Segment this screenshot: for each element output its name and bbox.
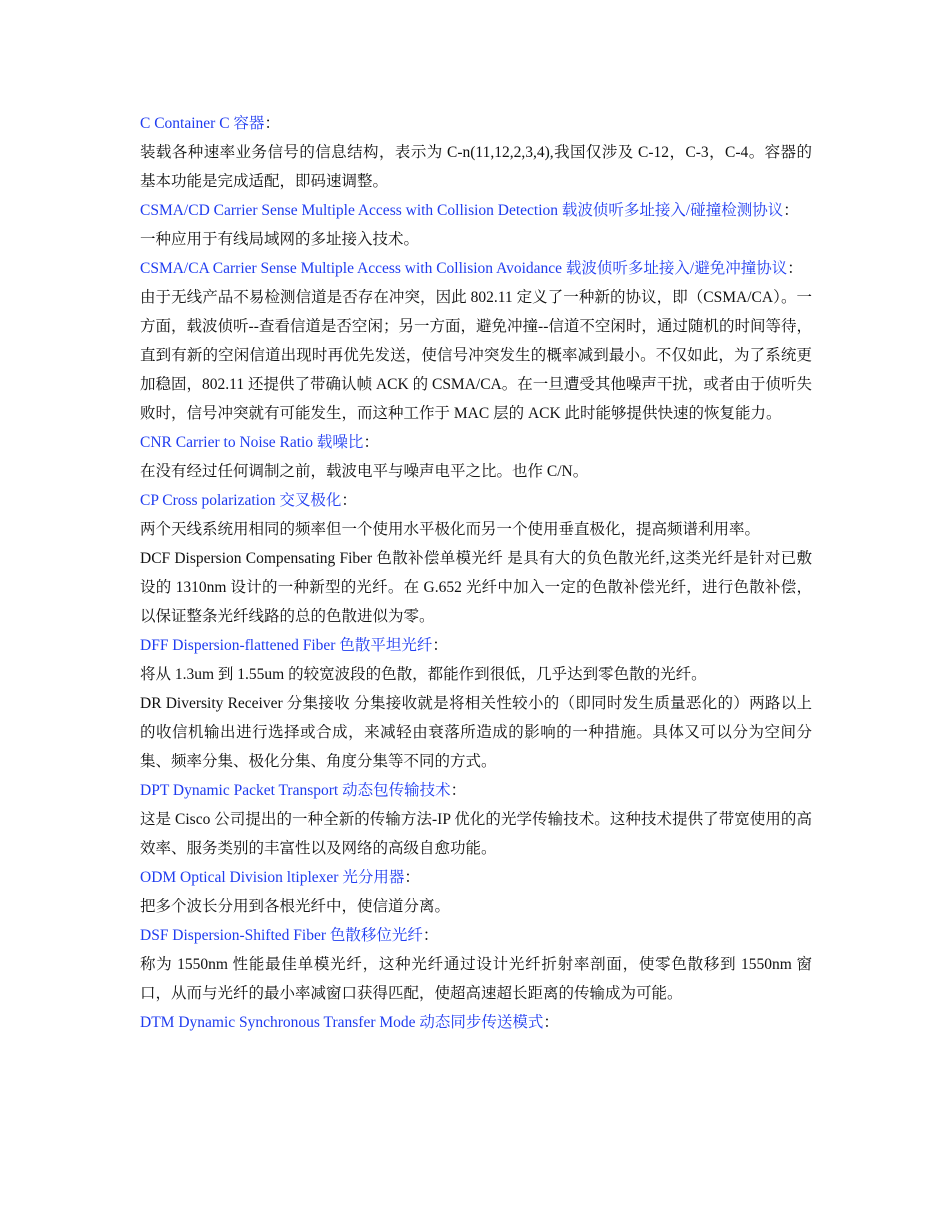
glossary-definition: 两个天线系统用相同的频率但一个使用水平极化而另一个使用垂直极化，提高频谱利用率。 (140, 521, 761, 538)
glossary-term: C Container C 容器： (140, 115, 280, 132)
glossary-term: DTM Dynamic Synchronous Transfer Mode 动态同步传送模式： (140, 1014, 559, 1031)
glossary-definition: DCF Dispersion Compensating Fiber 色散补偿单模光纤 是具有大的负色散光纤,这类光纤是针对已敷设的 1310nm 设计的一种新型的光纤。在 G.652 光纤中加入一定的色散补偿光纤，进行色散补偿，以保证整条光纤线路的总的色散进似为零。 (140, 550, 812, 625)
glossary-term: CSMA/CA Carrier Sense Multiple Access with Collision Avoidance 载波侦听多址接入/避免冲撞协议： (140, 260, 803, 277)
glossary-term: DFF Dispersion-flattened Fiber 色散平坦光纤： (140, 637, 448, 654)
glossary-term: CP Cross polarization 交叉极化： (140, 492, 357, 509)
glossary-definition: 装载各种速率业务信号的信息结构，表示为 C-n(11,12,2,3,4),我国仅涉及 C-12，C-3，C-4。容器的基本功能是完成适配，即码速调整。 (140, 144, 812, 190)
glossary-term: DPT Dynamic Packet Transport 动态包传输技术： (140, 782, 467, 799)
glossary-definition: 一种应用于有线局域网的多址接入技术。 (140, 231, 420, 248)
glossary-definition: 由于无线产品不易检测信道是否存在冲突，因此 802.11 定义了一种新的协议，即（CSMA/CA）。一方面，载波侦听--查看信道是否空闲；另一方面，避免冲撞--信道不空闲时，通过随机的时间等待，直到有新的空闲信道出现时再优先发送，使信号冲突发生的概率减到最小。不仅如此，为了系统更加稳固，802.11 还提供了带确认帧 ACK 的 CSMA/CA。在一旦遭受其他噪声干扰，或者由于侦听失败时，信号冲突就有可能发生，而这种工作于 MAC 层的 ACK 此时能够提供快速的恢复能力。 (140, 289, 812, 422)
glossary-definition: 称为 1550nm 性能最佳单模光纤，这种光纤通过设计光纤折射率剖面，使零色散移到 1550nm 窗口，从而与光纤的最小率减窗口获得匹配，使超高速超长距离的传输成为可能。 (140, 956, 812, 1002)
document-page (140, 109, 812, 1037)
glossary-definition: 把多个波长分用到各根光纤中，使信道分离。 (140, 898, 451, 915)
glossary-definition: 这是 Cisco 公司提出的一种全新的传输方法-IP 优化的光学传输技术。这种技术提供了带宽使用的高效率、服务类别的丰富性以及网络的高级自愈功能。 (140, 811, 812, 857)
glossary-definition: 在没有经过任何调制之前，载波电平与噪声电平之比。也作 C/N。 (140, 463, 589, 480)
glossary-definition: 将从 1.3um 到 1.55um 的较宽波段的色散，都能作到很低，几乎达到零色散的光纤。 (140, 666, 707, 683)
glossary-definition: DR Diversity Receiver 分集接收 分集接收就是将相关性较小的（即同时发生质量恶化的）两路以上的收信机输出进行选择或合成，来减轻由衰落所造成的影响的一种措施。具体又可以分为空间分集、频率分集、极化分集、角度分集等不同的方式。 (140, 695, 812, 770)
glossary-term: ODM Optical Division ltiplexer 光分用器： (140, 869, 420, 886)
glossary-term: CNR Carrier to Noise Ratio 载噪比： (140, 434, 379, 451)
glossary-term: DSF Dispersion-Shifted Fiber 色散移位光纤： (140, 927, 439, 944)
glossary-term: CSMA/CD Carrier Sense Multiple Access with Collision Detection 载波侦听多址接入/碰撞检测协议： (140, 202, 799, 219)
